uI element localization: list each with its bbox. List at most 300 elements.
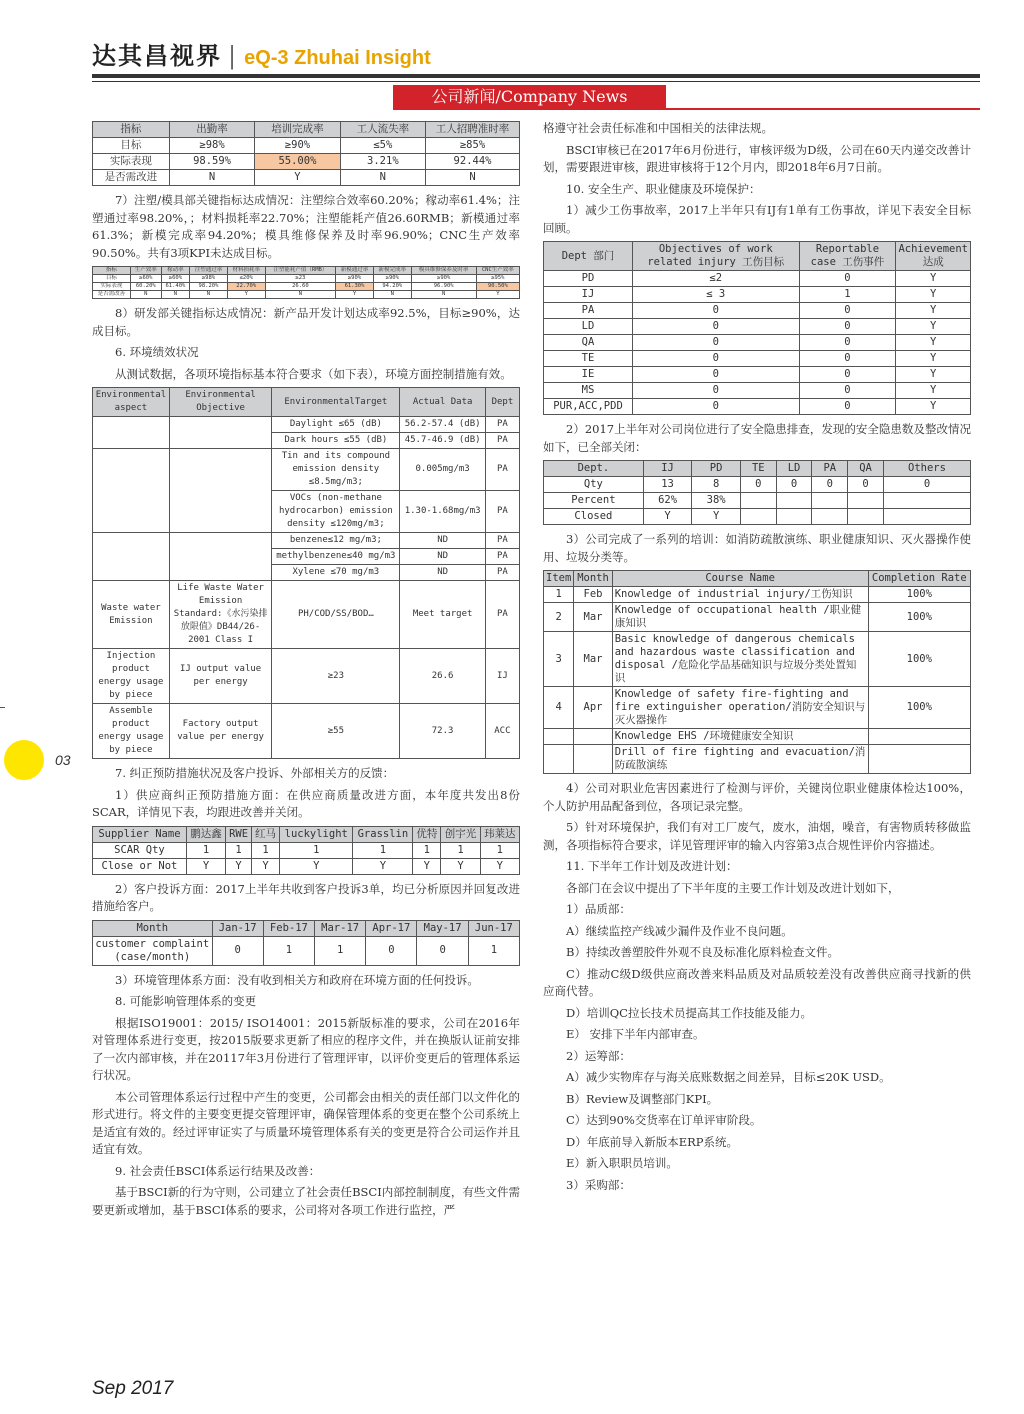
header-cell: 优特 bbox=[413, 826, 441, 842]
table-cell: N bbox=[426, 170, 520, 186]
table-cell: Y bbox=[896, 287, 971, 303]
table-cell: Dark hours ≤55 (dB) bbox=[272, 433, 400, 449]
table-cell: QA bbox=[544, 335, 633, 351]
table-cell: 60.20% bbox=[130, 283, 161, 291]
paragraph: 3）环境管理体系方面：没有收到相关方和政府在环境方面的任何投诉。 bbox=[115, 972, 479, 987]
table-cell: 0 bbox=[883, 477, 970, 493]
paragraph: 2）客户投诉方面：2017上半年共收到客户投诉3单，均已分析原因并回复改进措施给客户。 bbox=[92, 881, 520, 913]
page-dot bbox=[4, 740, 44, 780]
header-cell: Course Name bbox=[612, 571, 868, 587]
table-row bbox=[544, 335, 971, 351]
paragraph: BSCI审核已在2017年6月份进行，审核评级为D级，公司在60天内递交改善计划，需要跟进审核，跟进审核将于12个月内，即2018年6月7日前。 bbox=[543, 142, 971, 174]
table-header-row bbox=[93, 920, 520, 936]
table-cell: N bbox=[161, 291, 189, 299]
header-cell: Month bbox=[574, 571, 612, 587]
table-cell: 0 bbox=[740, 477, 776, 493]
table-cell: SCAR Qty bbox=[93, 842, 187, 858]
table-cell: 0 bbox=[799, 367, 896, 383]
table-cell: 是否需改善 bbox=[93, 291, 131, 299]
table-cell: 100% bbox=[868, 632, 970, 687]
table-cell: 1 bbox=[480, 842, 519, 858]
table-cell: ≥23 bbox=[265, 275, 335, 283]
table-cell: Knowledge of safety fire-fighting and fire extinguisher operation/消防安全知识与灭火器操作 bbox=[612, 687, 868, 729]
table-cell: 62% bbox=[643, 493, 692, 509]
header-cell: RWE bbox=[226, 826, 252, 842]
table-cell: Knowledge of industrial injury/工伤知识 bbox=[612, 587, 868, 603]
scar-table bbox=[92, 826, 520, 875]
table-cell: Y bbox=[896, 319, 971, 335]
table-cell: IJ bbox=[485, 649, 519, 704]
table-row bbox=[544, 351, 971, 367]
header-cell: 指标 bbox=[93, 122, 170, 138]
table-cell: N bbox=[169, 170, 254, 186]
table-cell: Waste water Emission bbox=[93, 581, 170, 649]
table-cell bbox=[868, 729, 970, 745]
table-row bbox=[544, 271, 971, 287]
table-row bbox=[93, 704, 520, 759]
table-row bbox=[93, 283, 520, 291]
table-cell: ≥90% bbox=[373, 275, 411, 283]
table-row bbox=[93, 581, 520, 649]
table-cell: Meet target bbox=[400, 581, 485, 649]
list-item: 1）品质部： bbox=[566, 902, 631, 916]
table-cell: ≥60% bbox=[130, 275, 161, 283]
table-header-row bbox=[544, 571, 971, 587]
table-cell: Y bbox=[441, 858, 480, 874]
table-cell: ≥85% bbox=[426, 138, 520, 154]
table-cell: ≥90% bbox=[255, 138, 340, 154]
header-cell: Actual Data bbox=[400, 388, 485, 417]
table-cell: 0 bbox=[799, 335, 896, 351]
table-cell: 26.6 bbox=[400, 649, 485, 704]
table-cell: 1 bbox=[315, 936, 366, 965]
table-cell: Percent bbox=[544, 493, 644, 509]
header-cell: Item bbox=[544, 571, 574, 587]
header-cell: EnvironmentalTarget bbox=[272, 388, 400, 417]
header-cell: LD bbox=[776, 461, 812, 477]
masthead-separator: | bbox=[228, 42, 239, 70]
table-cell: VOCs (non-methane hydrocarbon) emission density ≤120mg/m3; bbox=[272, 491, 400, 533]
header-cell: 生产效率 bbox=[130, 267, 161, 275]
header-cell: Month bbox=[93, 920, 213, 936]
header-cell: Feb-17 bbox=[263, 920, 314, 936]
table-cell: Y bbox=[896, 335, 971, 351]
table-cell: Y bbox=[896, 383, 971, 399]
list-item: D）年底前导入新版本ERP系统。 bbox=[566, 1134, 739, 1149]
table-cell-highlight: 55.00% bbox=[255, 154, 340, 170]
header-cell: Achievement 达成 bbox=[896, 242, 971, 271]
table-header-row bbox=[93, 826, 520, 842]
table-cell: 3.21% bbox=[340, 154, 425, 170]
table-cell: 1 bbox=[544, 587, 574, 603]
issue-date: Sep 2017 bbox=[92, 1378, 174, 1399]
injury-table bbox=[543, 241, 971, 415]
table-cell: 0 bbox=[799, 319, 896, 335]
table-cell: PH/COD/SS/BOD… bbox=[272, 581, 400, 649]
header-cell: 培训完成率 bbox=[255, 122, 340, 138]
list-item: A）减少实物库存与海关底账数据之间差异，目标≤20K USD。 bbox=[566, 1070, 891, 1084]
table-cell: PUR,ACC,PDD bbox=[544, 399, 633, 415]
table-cell: 1.30-1.68mg/m3 bbox=[400, 491, 485, 533]
table-cell: N bbox=[340, 170, 425, 186]
table-cell: Factory output value per energy bbox=[169, 704, 271, 759]
table-cell: 0 bbox=[799, 351, 896, 367]
table-cell bbox=[169, 533, 271, 581]
paragraph: 根据ISO19001：2015/ ISO14001：2015新版标准的要求，公司在2016年对管理体系进行变更，按2015版要求更新了相应的程序文件，并在换版认证前安排了一次内部审核，并在20117年3月份进行了管理评审，以评价变更后的管理体系运行状况。 bbox=[92, 1015, 520, 1082]
table-cell: 0 bbox=[417, 936, 468, 965]
section-heading: 6. 环境绩效状况 bbox=[115, 345, 199, 359]
table-cell: 94.20% bbox=[373, 283, 411, 291]
header-cell: May-17 bbox=[417, 920, 468, 936]
table-cell: benzene≤12 mg/m3; bbox=[272, 533, 400, 549]
table-cell: 100% bbox=[868, 587, 970, 603]
table-row bbox=[544, 319, 971, 335]
table-cell: Basic knowledge of dangerous chemicals and hazardous waste classification and disposal /危险化学品基础知识与垃圾分类处置知识 bbox=[612, 632, 868, 687]
paragraph: 各部门在会议中提出了下半年度的主要工作计划及改进计划如下， bbox=[566, 880, 900, 895]
header-cell: Reportable case 工伤事件 bbox=[799, 242, 896, 271]
table-cell: ≥90% bbox=[411, 275, 476, 283]
right-column bbox=[543, 118, 971, 1198]
table-row bbox=[93, 275, 520, 283]
header-cell: 工人招聘准时率 bbox=[426, 122, 520, 138]
kpi-table bbox=[92, 121, 520, 186]
table-cell: ND bbox=[400, 565, 485, 581]
header-cell: Jan-17 bbox=[212, 920, 263, 936]
header-cell: Mar-17 bbox=[315, 920, 366, 936]
table-cell: PA bbox=[544, 303, 633, 319]
table-cell: Y bbox=[896, 367, 971, 383]
table-cell: PA bbox=[485, 565, 519, 581]
table-cell: IE bbox=[544, 367, 633, 383]
list-item: A）继续监控产线减少漏件及作业不良问题。 bbox=[566, 923, 793, 938]
table-cell: 45.7-46.9 (dB) bbox=[400, 433, 485, 449]
header-cell: 鹏达鑫 bbox=[186, 826, 225, 842]
table-cell: 0 bbox=[633, 319, 799, 335]
table-cell: 72.3 bbox=[400, 704, 485, 759]
section-heading: 11. 下半年工作计划及改进计划： bbox=[566, 859, 738, 873]
table-cell-highlight: 22.70% bbox=[227, 283, 265, 291]
list-item: E） 安排下半年内部审查。 bbox=[566, 1027, 705, 1041]
table-row bbox=[544, 632, 971, 687]
list-item: B）Review及调整部门KPI。 bbox=[566, 1091, 719, 1106]
paragraph: 格遵守社会责任标准和中国相关的法律法规。 bbox=[543, 121, 773, 135]
margin-tick bbox=[0, 707, 5, 708]
header-cell: 模具维修保养及时率 bbox=[411, 267, 476, 275]
table-cell: 0 bbox=[812, 477, 848, 493]
table-cell: TE bbox=[544, 351, 633, 367]
header-cell: 新模完成率 bbox=[373, 267, 411, 275]
table-cell: 100% bbox=[868, 603, 970, 632]
table-cell bbox=[93, 533, 170, 581]
header-cell: 注塑能耗产值（RMB） bbox=[265, 267, 335, 275]
table-row bbox=[93, 449, 520, 491]
table-row bbox=[93, 154, 520, 170]
list-item: B）持续改善塑胶件外观不良及标准化原料检查文件。 bbox=[566, 945, 839, 959]
header-cell: IJ bbox=[643, 461, 692, 477]
table-cell: Y bbox=[896, 271, 971, 287]
table-cell: Y bbox=[280, 858, 353, 874]
table-cell: Mar bbox=[574, 603, 612, 632]
table-cell bbox=[93, 417, 170, 449]
table-cell: 1 bbox=[413, 842, 441, 858]
table-cell: 1 bbox=[353, 842, 413, 858]
table-row bbox=[93, 936, 520, 965]
table-cell: Drill of fire fighting and evacuation/消防疏散演练 bbox=[612, 745, 868, 774]
table-header-row bbox=[544, 461, 971, 477]
header-cell: Objectives of work related injury 工伤目标 bbox=[633, 242, 799, 271]
table-cell: 0 bbox=[776, 477, 812, 493]
header-cell: Dept. bbox=[544, 461, 644, 477]
table-cell: N bbox=[190, 291, 228, 299]
table-cell: Assemble product energy usage by piece bbox=[93, 704, 170, 759]
table-cell: PA bbox=[485, 449, 519, 491]
table-cell: LD bbox=[544, 319, 633, 335]
table-row bbox=[544, 745, 971, 774]
table-cell: ≥98% bbox=[190, 275, 228, 283]
table-cell: Y bbox=[336, 291, 374, 299]
table-cell bbox=[883, 493, 970, 509]
table-cell: 38% bbox=[692, 493, 741, 509]
table-cell bbox=[544, 729, 574, 745]
header-cell: Apr-17 bbox=[366, 920, 417, 936]
table-row bbox=[93, 170, 520, 186]
table-cell: ≤5% bbox=[340, 138, 425, 154]
paragraph: 5）针对环境保护，我们有对工厂废气，废水，油烟，噪音，有害物质转移做监测，各项指标符合要求，详见管理评审的输入内容第3点合规性评价内容描述。 bbox=[543, 820, 971, 852]
header-cell: 材料损耗率 bbox=[227, 267, 265, 275]
table-cell bbox=[883, 509, 970, 525]
header-rule-thick bbox=[92, 74, 980, 78]
table-row bbox=[544, 383, 971, 399]
table-cell: 8 bbox=[692, 477, 741, 493]
table-cell bbox=[93, 449, 170, 533]
table-cell: 13 bbox=[643, 477, 692, 493]
table-cell: 0 bbox=[799, 303, 896, 319]
masthead bbox=[92, 36, 431, 71]
table-row bbox=[93, 858, 520, 874]
table-row bbox=[544, 399, 971, 415]
table-cell: 92.44% bbox=[426, 154, 520, 170]
table-cell: Knowledge EHS /环境健康安全知识 bbox=[612, 729, 868, 745]
table-cell: 是否需改进 bbox=[93, 170, 170, 186]
table-cell: 0 bbox=[633, 303, 799, 319]
table-cell: ≥98% bbox=[169, 138, 254, 154]
paragraph: 1）供应商纠正预防措施方面：在供应商质量改进方面，本年度共发出8份SCAR，详情见下表，均跟进改善并关闭。 bbox=[92, 787, 520, 819]
table-cell: Knowledge of occupational health /职业健康知识 bbox=[612, 603, 868, 632]
table-cell: 0 bbox=[848, 477, 884, 493]
table-cell-highlight: 90.50% bbox=[476, 283, 519, 291]
table-cell: Y bbox=[643, 509, 692, 525]
table-cell: N bbox=[411, 291, 476, 299]
header-cell: Jun-17 bbox=[468, 920, 519, 936]
table-cell: Y bbox=[476, 291, 519, 299]
header-cell: Others bbox=[883, 461, 970, 477]
complaint-table bbox=[92, 920, 520, 966]
environment-table bbox=[92, 387, 520, 759]
table-cell bbox=[740, 509, 776, 525]
table-cell bbox=[574, 729, 612, 745]
table-row bbox=[93, 533, 520, 549]
table-cell: 0 bbox=[799, 383, 896, 399]
table-cell: Y bbox=[353, 858, 413, 874]
table-cell: ≤20% bbox=[227, 275, 265, 283]
masthead-en: eQ-3 Zhuhai Insight bbox=[244, 47, 431, 69]
table-cell: 0.005mg/m3 bbox=[400, 449, 485, 491]
table-cell: PA bbox=[485, 549, 519, 565]
table-cell: 实际表现 bbox=[93, 283, 131, 291]
paragraph: 8）研发部关键指标达成情况：新产品开发计划达成率92.5%，目标≥90%，达成目标。 bbox=[92, 306, 520, 338]
paragraph: 基于BSCI新的行为守则，公司建立了社会责任BSCI内部控制制度，有些文件需要更新或增加，基于BSCI体系的要求，公司将对各项工作进行监控，严 bbox=[92, 1185, 520, 1217]
section-heading: 9. 社会责任BSCI体系运行结果及改善： bbox=[115, 1163, 321, 1178]
table-cell: ≥23 bbox=[272, 649, 400, 704]
table-cell-highlight: 61.30% bbox=[336, 283, 374, 291]
header-cell: luckylight bbox=[280, 826, 353, 842]
header-cell: QA bbox=[848, 461, 884, 477]
list-item: C）推动C级D级供应商改善来料品质及对品质较差没有改善供应商寻找新的供应商代替。 bbox=[543, 966, 971, 998]
table-cell: 61.40% bbox=[161, 283, 189, 291]
table-cell: 98.59% bbox=[169, 154, 254, 170]
table-cell: Y bbox=[692, 509, 741, 525]
table-cell bbox=[776, 509, 812, 525]
course-table bbox=[543, 570, 971, 774]
table-row bbox=[544, 287, 971, 303]
table-row bbox=[544, 477, 971, 493]
list-item: C）达到90%交货率在订单评审阶段。 bbox=[566, 1113, 762, 1127]
table-cell: 96.90% bbox=[411, 283, 476, 291]
table-cell: Y bbox=[896, 399, 971, 415]
table-row bbox=[544, 367, 971, 383]
table-cell: Tin and its compound emission density ≤8.5mg/m3; bbox=[272, 449, 400, 491]
table-cell: ≥95% bbox=[476, 275, 519, 283]
table-cell: 目标 bbox=[93, 138, 170, 154]
header-cell: 工人流失率 bbox=[340, 122, 425, 138]
header-cell: Dept bbox=[485, 388, 519, 417]
header-cell: 稼动率 bbox=[161, 267, 189, 275]
table-cell: 1 bbox=[263, 936, 314, 965]
table-cell: Apr bbox=[574, 687, 612, 729]
table-cell: ND bbox=[400, 533, 485, 549]
hazard-table bbox=[543, 460, 971, 525]
table-cell: 目标 bbox=[93, 275, 131, 283]
table-cell: Y bbox=[480, 858, 519, 874]
table-cell bbox=[812, 493, 848, 509]
table-cell: PA bbox=[485, 581, 519, 649]
table-cell: 56.2-57.4 (dB) bbox=[400, 417, 485, 433]
table-cell bbox=[169, 417, 271, 449]
table-cell: PA bbox=[485, 433, 519, 449]
table-row bbox=[544, 729, 971, 745]
table-cell: 0 bbox=[633, 351, 799, 367]
table-cell: ≥90% bbox=[336, 275, 374, 283]
masthead-cn: 达其昌视界 bbox=[92, 41, 222, 70]
header-cell: Grasslin bbox=[353, 826, 413, 842]
header-cell: 红马 bbox=[252, 826, 280, 842]
table-cell: PA bbox=[485, 417, 519, 433]
table-cell: 100% bbox=[868, 687, 970, 729]
table-row bbox=[544, 603, 971, 632]
table-header-row bbox=[93, 267, 520, 275]
table-cell: ≥55 bbox=[272, 704, 400, 759]
table-cell: 98.20% bbox=[190, 283, 228, 291]
table-row bbox=[93, 649, 520, 704]
table-header-row bbox=[93, 122, 520, 138]
table-cell: 26.60 bbox=[265, 283, 335, 291]
table-cell: 0 bbox=[633, 367, 799, 383]
table-cell: customer complaint (case/month) bbox=[93, 936, 213, 965]
table-cell: 1 bbox=[186, 842, 225, 858]
table-cell bbox=[868, 745, 970, 774]
table-cell: 3 bbox=[544, 632, 574, 687]
header-cell: PA bbox=[812, 461, 848, 477]
table-row bbox=[544, 687, 971, 729]
paragraph: 本公司管理体系运行过程中产生的变更，公司都会由相关的责任部门以文件化的形式进行。将文件的主要变更提交管理评审，确保管理体系的变更在整个公司系统上是适宜有效的。经过评审证实了与质量环境管理体系有关的变更是符合公司运作并且适宜有效。 bbox=[92, 1089, 520, 1156]
table-cell: 0 bbox=[799, 399, 896, 415]
table-cell bbox=[812, 509, 848, 525]
table-cell: ≥60% bbox=[161, 275, 189, 283]
table-row bbox=[544, 587, 971, 603]
section-tab: 公司新闻/Company News bbox=[393, 85, 666, 109]
header-cell: Completion Rate bbox=[868, 571, 970, 587]
paragraph: 从测试数据，各项环境指标基本符合要求（如下表），环境方面控制措施有效。 bbox=[115, 366, 512, 381]
table-row bbox=[544, 509, 971, 525]
table-cell: 实际表现 bbox=[93, 154, 170, 170]
table-cell: N bbox=[265, 291, 335, 299]
table-cell: 1 bbox=[468, 936, 519, 965]
table-cell: Y bbox=[226, 858, 252, 874]
header-cell: 新模通过率 bbox=[336, 267, 374, 275]
page-number: 03 bbox=[55, 752, 71, 768]
table-cell: N bbox=[130, 291, 161, 299]
list-item: D）培训QC拉长技术员提高其工作技能及能力。 bbox=[566, 1005, 812, 1020]
table-row bbox=[544, 303, 971, 319]
paragraph: 2）2017上半年对公司岗位进行了安全隐患排查，发现的安全隐患数及整改情况如下，已全部关闭： bbox=[543, 422, 971, 454]
section-heading: 7. 纠正预防措施状况及客户投诉、外部相关方的反馈： bbox=[115, 766, 395, 780]
table-cell: IJ bbox=[544, 287, 633, 303]
paragraph: 3）公司完成了一系列的培训：如消防疏散演练、职业健康知识、灭火器操作使用、垃圾分类等。 bbox=[543, 532, 971, 564]
section-heading: 10. 安全生产、职业健康及环境保护： bbox=[566, 181, 761, 196]
table-cell: 2 bbox=[544, 603, 574, 632]
table-cell bbox=[848, 493, 884, 509]
list-item: 3）采购部： bbox=[566, 1177, 631, 1192]
table-row bbox=[93, 291, 520, 299]
header-cell: 创宇光 bbox=[441, 826, 480, 842]
table-cell: 0 bbox=[212, 936, 263, 965]
header-cell: PD bbox=[692, 461, 741, 477]
table-cell: Qty bbox=[544, 477, 644, 493]
header-cell: 注塑通过率 bbox=[190, 267, 228, 275]
table-cell: Feb bbox=[574, 587, 612, 603]
table-cell: 1 bbox=[799, 287, 896, 303]
table-cell: Y bbox=[255, 170, 340, 186]
table-cell: PA bbox=[485, 533, 519, 549]
table-cell: Y bbox=[186, 858, 225, 874]
table-cell: Daylight ≤65 (dB) bbox=[272, 417, 400, 433]
table-header-row bbox=[544, 242, 971, 271]
table-cell bbox=[574, 745, 612, 774]
table-row bbox=[93, 417, 520, 433]
section-heading: 8. 可能影响管理体系的变更 bbox=[115, 994, 257, 1008]
table-cell: 0 bbox=[633, 335, 799, 351]
section-rule bbox=[393, 108, 980, 110]
header-cell: 玮莱达 bbox=[480, 826, 519, 842]
table-cell: Mar bbox=[574, 632, 612, 687]
paragraph: 1）减少工伤事故率，2017上半年只有IJ有1单有工伤事故，详见下表安全目标回顾。 bbox=[543, 203, 971, 235]
header-cell: CNC生产效率 bbox=[476, 267, 519, 275]
header-cell: TE bbox=[740, 461, 776, 477]
table-cell: 0 bbox=[633, 399, 799, 415]
list-item: 2）运筹部： bbox=[566, 1048, 631, 1063]
header-cell: 出勤率 bbox=[169, 122, 254, 138]
table-cell: 1 bbox=[441, 842, 480, 858]
